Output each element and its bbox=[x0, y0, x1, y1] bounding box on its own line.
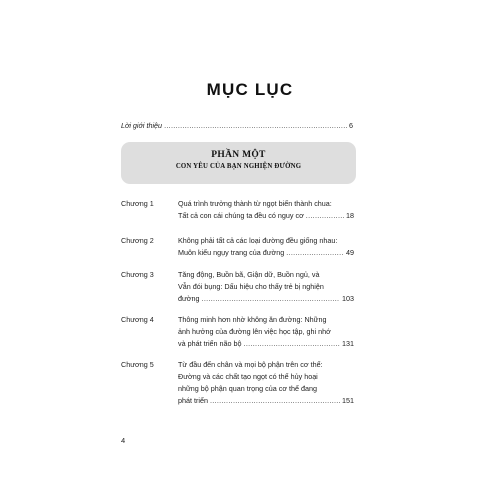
part-banner bbox=[121, 142, 356, 184]
chapter-title-line: Tất cả con cái chúng ta đều có nguy cơ bbox=[178, 211, 304, 220]
chapter-title-line: Đường và các chất tạo ngọt có thể hủy hoại bbox=[178, 372, 318, 381]
chapter-label: Chương 4 bbox=[121, 315, 154, 324]
dot-leader bbox=[164, 121, 347, 130]
chapter-title-line: Quá trình trưởng thành từ ngọt biến thành chua: bbox=[178, 199, 332, 208]
intro-page: 6 bbox=[349, 121, 353, 130]
chapter-title-line: Muôn kiểu ngụy trang của đường bbox=[178, 248, 285, 257]
chapter-page: 18 bbox=[346, 211, 354, 220]
chapter-page: 131 bbox=[342, 339, 354, 348]
part-title: PHẦN MỘT bbox=[211, 150, 266, 160]
chapter-label: Chương 3 bbox=[121, 270, 154, 279]
chapter-title bbox=[178, 314, 354, 350]
chapter-title-line: Vẫn đói bụng: Dấu hiệu cho thấy trẻ bị nghiện bbox=[178, 282, 324, 291]
dot-leader bbox=[306, 210, 344, 222]
chapter-title-line: và phát triển não bộ bbox=[178, 339, 242, 348]
part-subtitle: CON YÊU CỦA BẠN NGHIỆN ĐƯỜNG bbox=[175, 163, 302, 170]
chapter-title-line: ảnh hưởng của đường lên việc học tập, ghi nhớ bbox=[178, 327, 331, 336]
dot-leader bbox=[202, 293, 340, 305]
chapter-title-line: Từ đầu đến chân và mọi bộ phận trên cơ thể: bbox=[178, 360, 323, 369]
intro-label: Lời giới thiệu bbox=[121, 121, 163, 130]
chapter-title bbox=[178, 359, 354, 407]
chapter-label: Chương 5 bbox=[121, 360, 154, 369]
chapter-title-line: Thông minh hơn nhờ không ăn đường: Những bbox=[178, 315, 327, 324]
chapter-title-line: những bộ phận quan trọng của cơ thể đang bbox=[178, 384, 318, 393]
chapter-page: 151 bbox=[342, 396, 354, 405]
chapter-title-line: phát triển bbox=[178, 396, 208, 405]
chapter-title-line: đường bbox=[178, 294, 200, 303]
dot-leader bbox=[210, 395, 340, 407]
chapter-title bbox=[178, 269, 354, 305]
chapter-title bbox=[178, 235, 354, 259]
chapter-label: Chương 2 bbox=[121, 236, 154, 245]
dot-leader bbox=[244, 338, 340, 350]
page-number: 4 bbox=[121, 436, 126, 445]
chapter-title bbox=[178, 198, 354, 222]
chapter-label: Chương 1 bbox=[121, 199, 154, 208]
chapter-page: 49 bbox=[346, 248, 354, 257]
toc-entry-intro bbox=[121, 121, 353, 130]
chapter-page: 103 bbox=[342, 294, 354, 303]
dot-leader bbox=[286, 247, 344, 259]
chapter-title-line: Tăng động, Buồn bã, Giận dữ, Buồn ngủ, và bbox=[178, 270, 320, 279]
chapter-title-line: Không phải tất cả các loại đường đều giống nhau: bbox=[178, 236, 338, 245]
page-title: MỤC LỤC bbox=[206, 80, 294, 99]
